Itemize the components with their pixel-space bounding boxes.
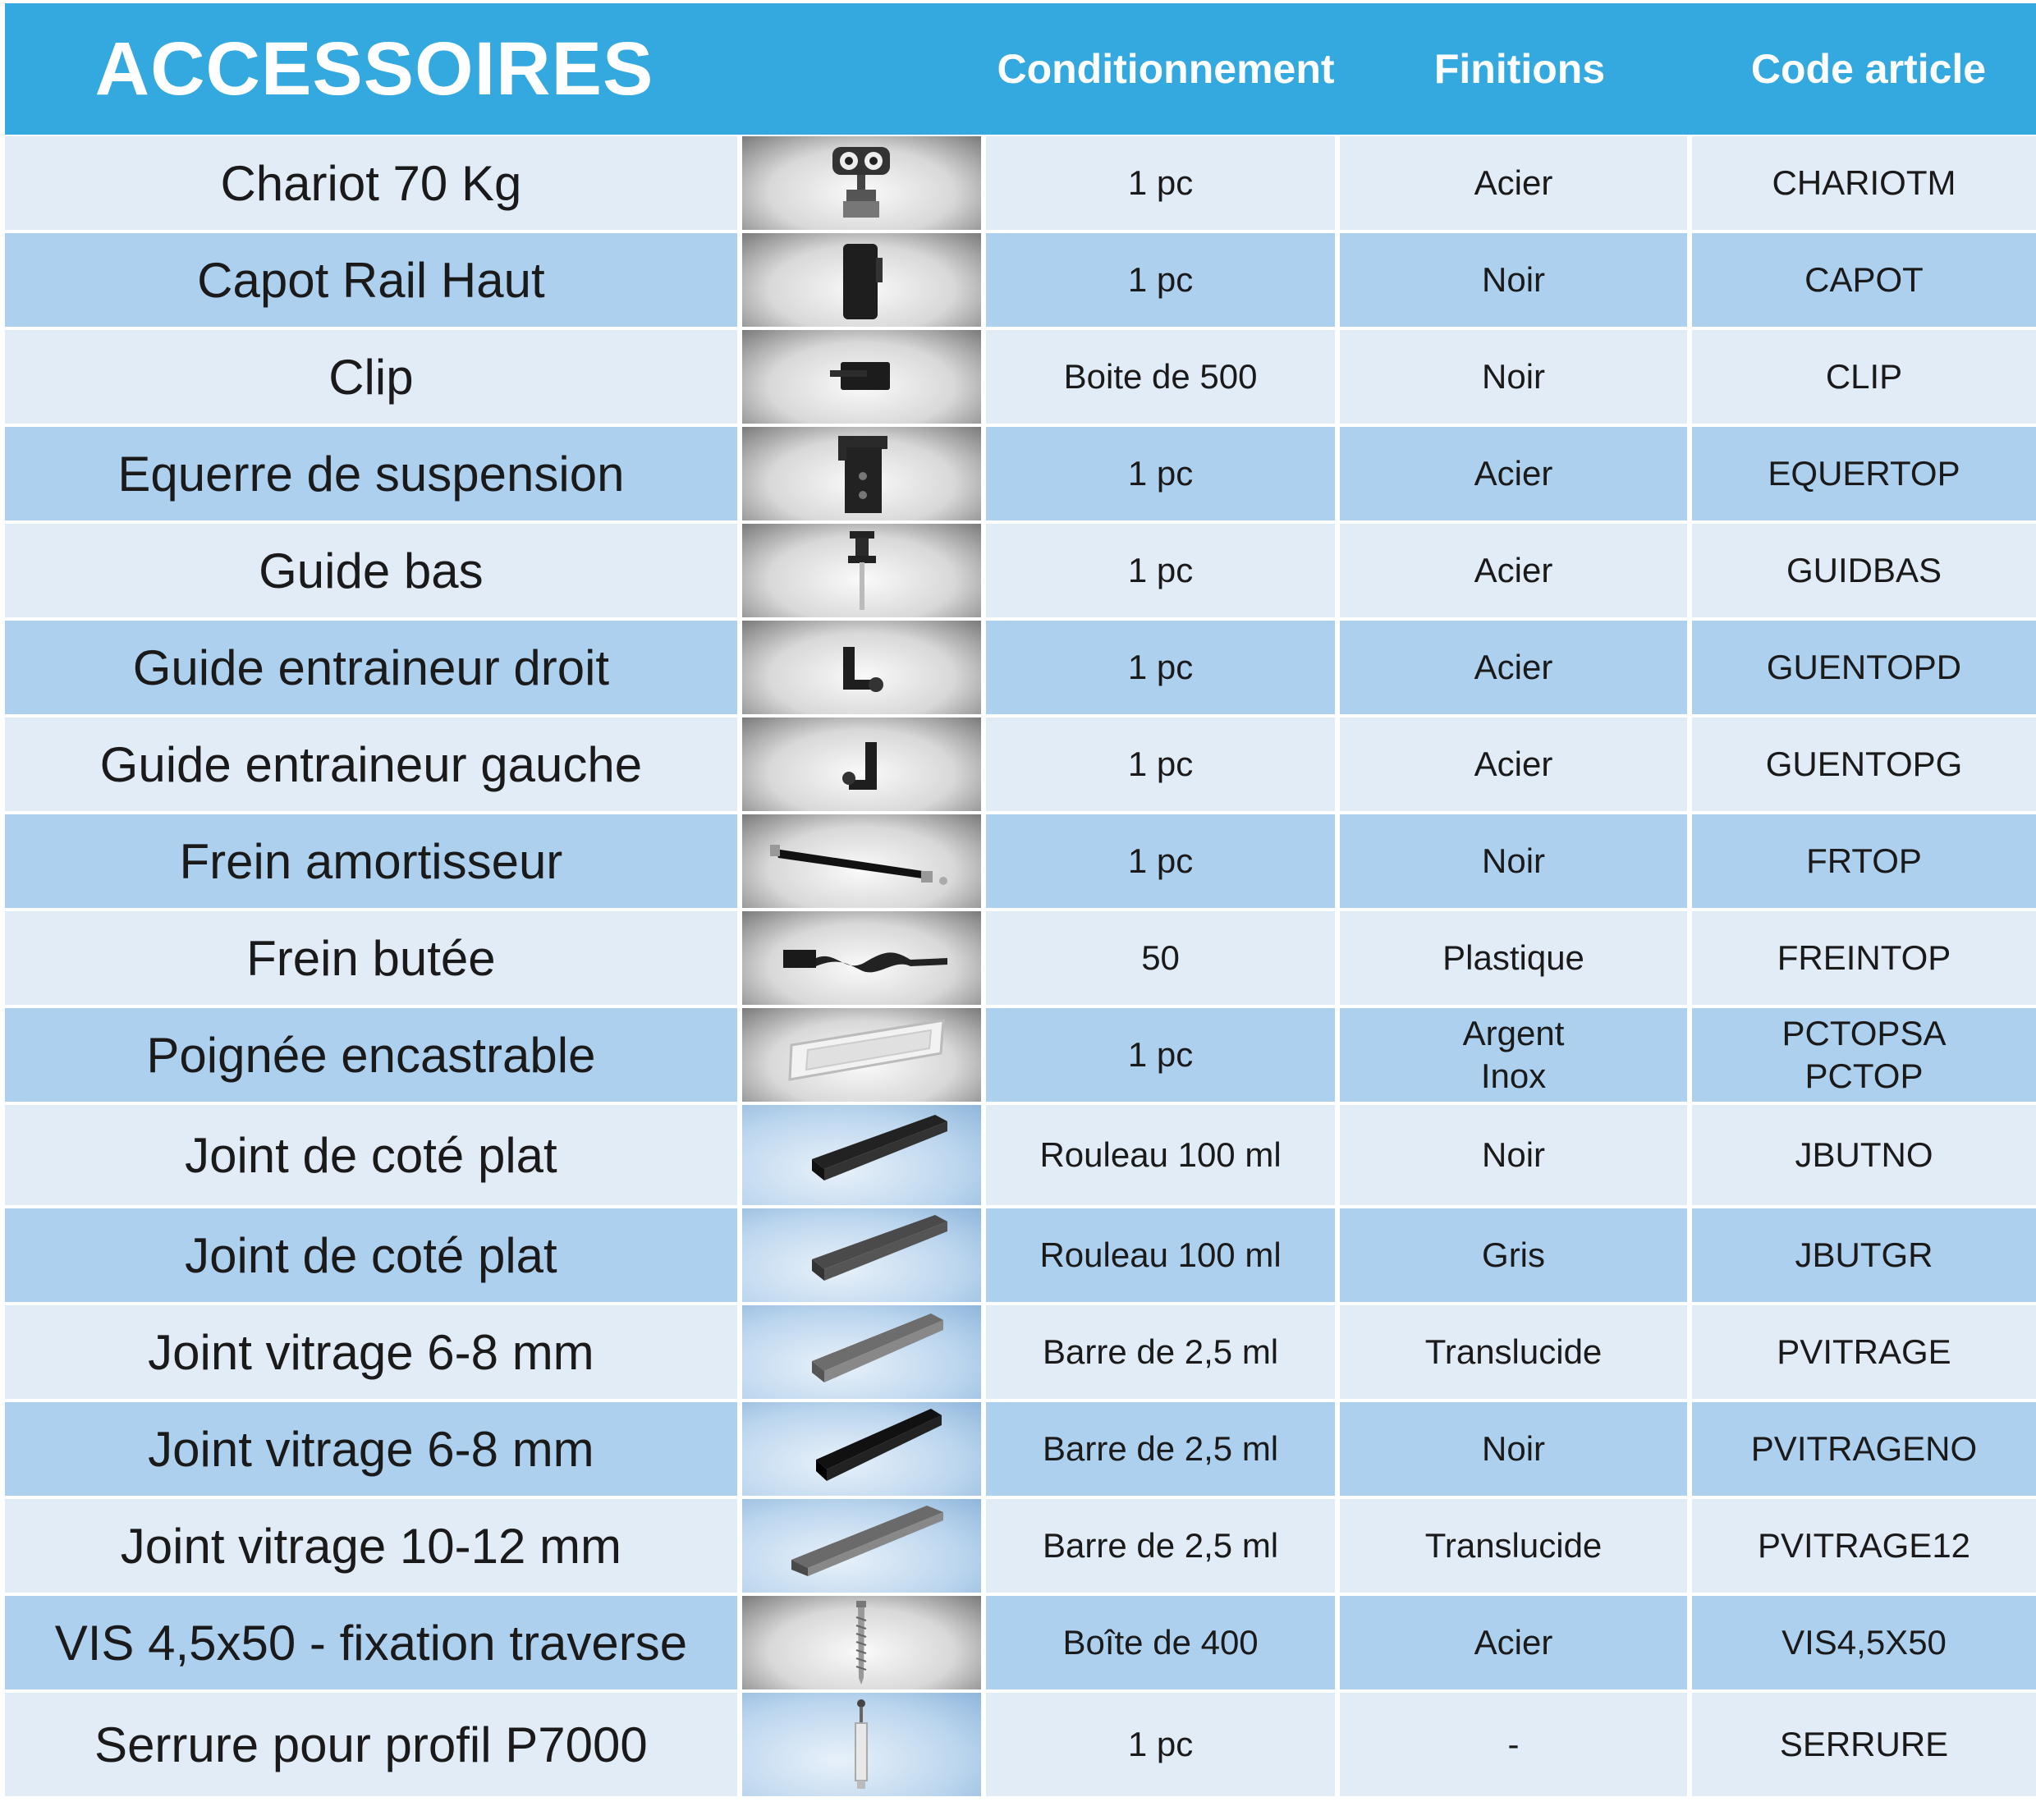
product-image — [742, 136, 981, 230]
article-code-line: PCTOPSA — [1782, 1013, 1947, 1052]
article-code-value — [1692, 427, 2036, 520]
table-row — [5, 1402, 2036, 1496]
product-name: Poignée encastrable — [5, 1008, 737, 1102]
table-row — [5, 524, 2036, 617]
packaging-value: Barre de 2,5 ml — [986, 1499, 1335, 1593]
article-code-line: EQUERTOP — [1768, 453, 1960, 493]
column-header-packaging: Conditionnement — [997, 46, 1335, 92]
packaging-value: 1 pc — [986, 717, 1335, 811]
column-header-code: Code article — [1750, 46, 1987, 92]
finish-value — [1340, 911, 1687, 1005]
glazing-seal-black-icon — [771, 1404, 952, 1494]
article-code-value — [1692, 717, 2036, 811]
finish-line: Noir — [1482, 1135, 1546, 1174]
packaging-value: Barre de 2,5 ml — [986, 1402, 1335, 1496]
article-code-value — [1692, 911, 2036, 1005]
product-image — [742, 1402, 981, 1496]
finish-line: Noir — [1482, 1428, 1546, 1468]
packaging-value: 1 pc — [986, 427, 1335, 520]
finish-line: Acier — [1474, 453, 1553, 493]
stopper-icon — [763, 925, 960, 991]
finish-value — [1340, 621, 1687, 714]
packaging-value: 1 pc — [986, 1693, 1335, 1796]
article-code-line: PVITRAGE — [1777, 1332, 1951, 1371]
article-code-line: GUENTOPG — [1765, 744, 1963, 783]
page-title: ACCESSOIRES — [94, 26, 654, 111]
article-code-line: JBUTNO — [1795, 1135, 1933, 1174]
bracket-icon — [820, 431, 902, 517]
flush-handle-icon — [759, 1014, 964, 1096]
packaging-value: 1 pc — [986, 621, 1335, 714]
article-code-line: PVITRAGENO — [1750, 1428, 1978, 1468]
finish-line: Acier — [1474, 647, 1553, 686]
product-name: Joint de coté plat — [5, 1208, 737, 1302]
finish-line: Gris — [1482, 1235, 1546, 1274]
finish-line: Plastique — [1442, 938, 1584, 977]
product-name: Serrure pour profil P7000 — [5, 1693, 737, 1796]
product-image — [742, 1499, 981, 1593]
article-code-line: CHARIOTM — [1772, 163, 1956, 202]
packaging-value: Barre de 2,5 ml — [986, 1305, 1335, 1399]
finish-value — [1340, 233, 1687, 327]
finish-value — [1340, 330, 1687, 424]
table-row — [5, 1305, 2036, 1399]
article-code-value — [1692, 1208, 2036, 1302]
article-code-line: PVITRAGE12 — [1757, 1525, 1971, 1565]
product-image — [742, 1693, 981, 1796]
finish-value — [1340, 427, 1687, 520]
product-name: Guide entraineur droit — [5, 621, 737, 714]
product-image — [742, 621, 981, 714]
glazing-seal-wide-icon — [771, 1501, 952, 1591]
finish-line: Argent — [1462, 1013, 1565, 1052]
article-code-line: CLIP — [1825, 356, 1903, 396]
packaging-value: Boite de 500 — [986, 330, 1335, 424]
article-code-line: PCTOP — [1804, 1057, 1924, 1095]
guide-right-icon — [820, 630, 902, 704]
packaging-value: 1 pc — [986, 524, 1335, 617]
table-row — [5, 1499, 2036, 1593]
table-row — [5, 1008, 2036, 1102]
finish-line: Acier — [1474, 1622, 1553, 1662]
finish-value — [1340, 524, 1687, 617]
product-name: Capot Rail Haut — [5, 233, 737, 327]
product-image — [742, 330, 981, 424]
finish-value — [1340, 1402, 1687, 1496]
product-name: Joint vitrage 10-12 mm — [5, 1499, 737, 1593]
finish-value — [1340, 1499, 1687, 1593]
floor-guide-icon — [828, 528, 894, 614]
column-header-finish: Finitions — [1433, 46, 1606, 92]
product-image — [742, 1305, 981, 1399]
product-name: Joint vitrage 6-8 mm — [5, 1305, 737, 1399]
article-code-line: FRTOP — [1806, 841, 1922, 880]
finish-value — [1340, 1208, 1687, 1302]
flat-seal-black-icon — [771, 1110, 952, 1200]
article-code-line: GUIDBAS — [1786, 550, 1942, 589]
finish-line: Noir — [1482, 356, 1546, 396]
lock-icon — [837, 1695, 886, 1794]
packaging-value: 1 pc — [986, 136, 1335, 230]
table-row — [5, 233, 2036, 327]
table-row — [5, 814, 2036, 908]
article-code-value — [1692, 814, 2036, 908]
product-image — [742, 717, 981, 811]
packaging-value: 1 pc — [986, 814, 1335, 908]
article-code-line: CAPOT — [1804, 259, 1924, 299]
article-code-line: SERRURE — [1779, 1724, 1949, 1763]
finish-value — [1340, 1596, 1687, 1689]
article-code-value — [1692, 330, 2036, 424]
finish-value — [1340, 136, 1687, 230]
clip-icon — [812, 344, 910, 410]
finish-line: Acier — [1474, 550, 1553, 589]
finish-line: - — [1507, 1724, 1520, 1763]
table-header — [5, 3, 2036, 135]
packaging-value: Rouleau 100 ml — [986, 1105, 1335, 1205]
product-name: Chariot 70 Kg — [5, 136, 737, 230]
finish-line: Translucide — [1424, 1332, 1603, 1371]
article-code-value — [1692, 1596, 2036, 1689]
article-code-value — [1692, 1008, 2036, 1102]
article-code-line: GUENTOPD — [1766, 647, 1962, 686]
product-name: Guide bas — [5, 524, 737, 617]
end-cap-icon — [828, 237, 894, 323]
trolley-icon — [812, 140, 910, 227]
article-code-value — [1692, 621, 2036, 714]
table-row — [5, 911, 2036, 1005]
product-image — [742, 814, 981, 908]
product-image — [742, 1208, 981, 1302]
product-name: Joint vitrage 6-8 mm — [5, 1402, 737, 1496]
finish-line: Inox — [1480, 1057, 1547, 1095]
article-code-value — [1692, 1305, 2036, 1399]
screw-icon — [837, 1598, 886, 1688]
packaging-value: 50 — [986, 911, 1335, 1005]
finish-line: Acier — [1474, 163, 1553, 202]
article-code-value — [1692, 233, 2036, 327]
product-name: Guide entraineur gauche — [5, 717, 737, 811]
table-row — [5, 427, 2036, 520]
finish-line: Noir — [1482, 259, 1546, 299]
product-image — [742, 1105, 981, 1205]
product-name: Frein amortisseur — [5, 814, 737, 908]
product-image — [742, 1008, 981, 1102]
finish-line: Acier — [1474, 744, 1553, 783]
finish-value — [1340, 717, 1687, 811]
article-code-line: JBUTGR — [1795, 1235, 1933, 1274]
table-row — [5, 330, 2036, 424]
article-code-value — [1692, 524, 2036, 617]
accessories-table — [5, 136, 2036, 1799]
article-code-value — [1692, 1499, 2036, 1593]
table-row — [5, 621, 2036, 714]
guide-left-icon — [820, 727, 902, 801]
article-code-value — [1692, 1105, 2036, 1205]
finish-line: Translucide — [1424, 1525, 1603, 1565]
article-code-value — [1692, 1693, 2036, 1796]
article-code-line: VIS4,5X50 — [1782, 1622, 1947, 1662]
table-row — [5, 1596, 2036, 1689]
table-row — [5, 1105, 2036, 1205]
product-name: Joint de coté plat — [5, 1105, 737, 1205]
damper-icon — [759, 828, 964, 894]
finish-line: Noir — [1482, 841, 1546, 880]
packaging-value: 1 pc — [986, 233, 1335, 327]
product-image — [742, 427, 981, 520]
article-code-line: FREINTOP — [1777, 938, 1951, 977]
product-image — [742, 524, 981, 617]
product-name: Equerre de suspension — [5, 427, 737, 520]
table-row — [5, 1693, 2036, 1796]
product-name: Frein butée — [5, 911, 737, 1005]
article-code-value — [1692, 1402, 2036, 1496]
article-code-value — [1692, 136, 2036, 230]
packaging-value: Boîte de 400 — [986, 1596, 1335, 1689]
finish-value — [1340, 1693, 1687, 1796]
product-image — [742, 1596, 981, 1689]
finish-value — [1340, 1105, 1687, 1205]
packaging-value: Rouleau 100 ml — [986, 1208, 1335, 1302]
product-image — [742, 233, 981, 327]
finish-value — [1340, 1008, 1687, 1102]
table-row — [5, 136, 2036, 230]
product-image — [742, 911, 981, 1005]
glazing-seal-clear-icon — [771, 1307, 952, 1397]
finish-value — [1340, 1305, 1687, 1399]
product-name: Clip — [5, 330, 737, 424]
product-name: VIS 4,5x50 - fixation traverse — [5, 1596, 737, 1689]
table-row — [5, 1208, 2036, 1302]
packaging-value: 1 pc — [986, 1008, 1335, 1102]
finish-value — [1340, 814, 1687, 908]
flat-seal-grey-icon — [771, 1210, 952, 1300]
table-row — [5, 717, 2036, 811]
